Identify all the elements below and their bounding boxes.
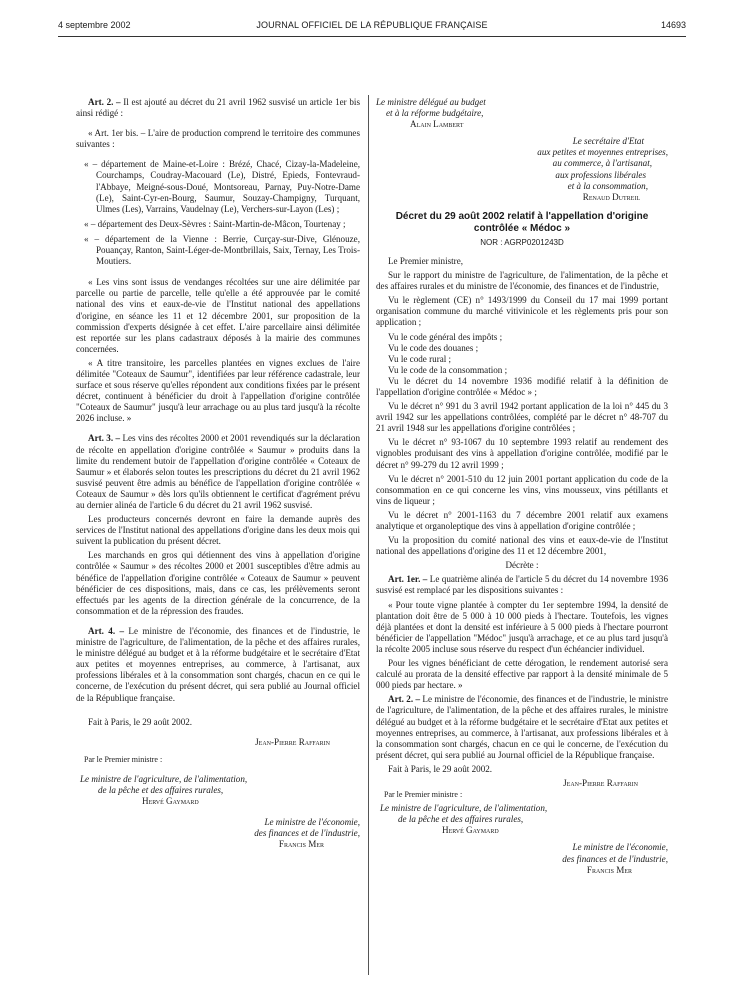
article-2-medoc: Art. 2. – Le ministre de l'économie, des finances et de l'industrie, le ministre de l'agriculture, de l'alimentation, de la pêche et des affaires rurales, le ministre délégué au budget et à la réforme budgétaire et le secrétaire d'Etat aux petites et moyennes entreprises, au commerce, à l'artisanat, aux professions libérales et à la consommation sont chargés, chacun en ce qui le concerne, de l'exécution du présent décret, qui sera publié au Journal officiel de la République française. <box>376 694 668 760</box>
column-divider <box>368 95 369 975</box>
paragraph-vigne: « Pour toute vigne plantée à compter du 1er septembre 1994, la densité de plantation doit être de 5 000 à 10 000 pieds à l'hectare. Toutefois, les vignes déjà plantées et dont la densité est inférieure à 5 000 pieds à l'hectare pourront bénéficier de l'appellation "Médoc" jusqu'à arrachage, et ce au plus tard jusqu'à la récolte 2005 incluse sous réserve du respect d'un échéancier individuel. <box>376 599 668 654</box>
signatory-title: et à la réforme budgétaire, <box>386 108 484 119</box>
header-journal-title: JOURNAL OFFICIEL DE LA RÉPUBLIQUE FRANÇAISE <box>256 20 488 30</box>
decree-nor: NOR : AGRP0201243D <box>480 237 564 247</box>
visa: Vu le code général des impôts ; <box>388 331 503 342</box>
paragraph-transitoire: « A titre transitoire, les parcelles plantées en vignes exclues de l'aire délimitée "Coteaux de Saumur", identifiées par leur référence cadastrale, leur surface et sous réserve qu'elles répondent aux conditions fixées par le présent décret, continuent à bénéficier du droit à l'appellation d'origine contrôlée "Coteaux de Saumur" jusqu'à leur arrachage ou au plus tard jusqu'à la récolte 2026 incluse. » <box>76 357 360 424</box>
signatory-name: Hervé Gaymard <box>442 825 499 836</box>
commune-list-item: « – département de la Vienne : Berrie, Curçay-sur-Dive, Glénouze, Pouançay, Ranton, Saint-Léger-de-Montbrillais, Saix, Ternay, Les Trois-Moutiers. <box>84 233 360 267</box>
commune-list-item: « – département de Maine-et-Loire : Brézé, Chacé, Cizay-la-Madeleine, Courchamps, Coudray-Macouard (Le), Distré, Epieds, Fontevraud-l'Abbaye, Meigné-sous-Doué, Montsoreau, Parnay, Puy-Notre-Dame (Le), Saint-Cyr-en-Bourg, Saumur, Souzay-Champigny, Turquant, Ulmes (Les), Varrains, Vaudelnay (Le), Verchers-sur-Layon (Les) ; <box>84 159 360 214</box>
visa: Vu le décret n° 2001-510 du 12 juin 2001 portant application du code de la consommation en ce qui concerne les vins, vins mousseux, vins pétillants et vins de liqueur ; <box>376 473 668 506</box>
visa: Vu le code rural ; <box>388 353 452 364</box>
signatory-title: Le ministre de l'agriculture, de l'alimentation, <box>380 803 548 814</box>
paragraph-producteurs: Les producteurs concernés devront en faire la demande auprès des services de l'Institut national des appellations d'origine dans les deux mois qui suivent la publication du présent décret. <box>76 514 360 547</box>
signatory-title: de la pêche et des affaires rurales, <box>98 784 224 795</box>
signatory-title: des finances et de l'industrie, <box>254 828 360 839</box>
signatory-title: Le ministre de l'économie, <box>572 842 668 853</box>
signatory-title: Le ministre de l'économie, <box>264 817 360 828</box>
signatory-title: de la pêche et des affaires rurales, <box>398 814 524 825</box>
signatory-title: Le secrétaire d'Etat <box>572 136 644 147</box>
article-2: Art. 2. – Il est ajouté au décret du 21 avril 1962 susvisé un article 1er bis ainsi rédigé : <box>76 97 360 119</box>
signature-date: Fait à Paris, le 29 août 2002. <box>388 763 493 774</box>
visa: Vu le décret n° 991 du 3 avril 1942 portant application de la loi n° 445 du 3 avril 1942 sur les appellations contrôlées, complété par le décret n° 48-707 du 21 avril 1948 sur les appellations d'origine contrôlées ; <box>376 401 668 434</box>
page-header <box>58 20 686 34</box>
visa: Vu le code de la consommation ; <box>388 364 508 375</box>
decrete: Décrète : <box>505 560 539 571</box>
signature-date: Fait à Paris, le 29 août 2002. <box>88 716 193 727</box>
signatory-intro: Par le Premier ministre : <box>84 754 163 764</box>
article-3: Art. 3. – Les vins des récoltes 2000 et 2001 revendiqués sur la déclaration de récolte en appellation d'origine contrôlée « Saumur » produits dans la limite du rendement butoir de l'appellation d'origine contrôlée « Coteaux de Saumur » et élaborés selon toutes les prescriptions du décret du 21 avril 1962 susvisé peuvent être admis au bénéfice de l'appellation d'origine contrôlée « Coteaux de Saumur » dès lors qu'ils obtiennent le certificat d'agrément prévu au dernier alinéa de l'article 6 du décret du 21 avril 1962 susvisé. <box>76 433 360 510</box>
signatory-name: Jean-Pierre Raffarin <box>563 777 638 788</box>
left-column <box>76 97 360 850</box>
right-column <box>376 97 668 876</box>
signatory-name: Jean-Pierre Raffarin <box>255 736 330 747</box>
header-page-number: 14693 <box>660 20 686 30</box>
signatory-title: Le ministre délégué au budget <box>376 97 486 107</box>
visa: Vu la proposition du comité national des vins et eaux-de-vie de l'Institut national des appellations d'origine des 11 et 12 décembre 2001, <box>376 535 668 557</box>
signatory-title: Le ministre de l'agriculture, de l'alimentation, <box>80 773 248 784</box>
article-1bis-intro: « Art. 1er bis. – L'aire de production comprend le territoire des communes suivantes : <box>76 128 360 150</box>
signatory-title: aux petites et moyennes entreprises, <box>537 147 668 158</box>
signatory-name: Francis Mer <box>278 839 324 850</box>
signatory-name: Alain Lambert <box>410 119 464 130</box>
paragraph-derogation: Pour les vignes bénéficiant de cette dérogation, le rendement autorisé sera calculé au prorata de la densité effective par rapport à la densité minimale de 5 000 pieds par hectare. » <box>376 658 668 691</box>
signatory-title: aux professions libérales <box>555 169 646 180</box>
premier-ministre: Le Premier ministre, <box>388 255 464 266</box>
visa: Vu le décret n° 93-1067 du 10 septembre 1993 relatif au rendement des vignobles produisant des vins à appellation d'origine contrôlée, modifié par le décret n° 99-279 du 12 avril 1999 ; <box>376 437 668 470</box>
signatory-title: au commerce, à l'artisanat, <box>552 158 652 169</box>
visa: Vu le code des douanes ; <box>388 342 479 353</box>
paragraph-rapport: Sur le rapport du ministre de l'agriculture, de l'alimentation, de la pêche et des affaires rurales et du ministre de l'économie, des finances et de l'industrie, <box>376 270 668 292</box>
article-1: Art. 1er. – Le quatrième alinéa de l'article 5 du décret du 14 novembre 1936 susvisé est remplacé par les dispositions suivantes : <box>376 574 669 596</box>
commune-list-item: « – département des Deux-Sèvres : Saint-Martin-de-Mâcon, Tourtenay ; <box>84 218 346 229</box>
signatory-title: et à la consommation, <box>567 180 648 191</box>
signatory-intro: Par le Premier ministre : <box>384 790 463 800</box>
visa: Vu le décret n° 2001-1163 du 7 décembre 2001 relatif aux examens analytique et organoleptique des vins à appellation d'origine contrôlée ; <box>376 509 668 531</box>
signatory-title: des finances et de l'industrie, <box>562 853 668 864</box>
decree-title: Décret du 29 août 2002 relatif à l'appellation d'origine contrôlée « Médoc » <box>395 210 649 234</box>
header-date: 4 septembre 2002 <box>58 20 131 30</box>
signatory-name: Hervé Gaymard <box>142 796 199 807</box>
paragraph-vins: « Les vins sont issus de vendanges récoltées sur une aire délimitée par parcelle ou partie de parcelle, telle qu'elle a été approuvée par le comité national des vins et eaux-de-vie de l'Institut national des appellations d'origine, en séance les 11 et 12 décembre 2001, sur proposition de la commission d'experts désignée à cet effet. L'aire parcellaire ainsi délimitée est reportée sur les plans cadastraux déposés à la mairie des communes concernées. <box>76 277 360 354</box>
visa: Vu le règlement (CE) n° 1493/1999 du Conseil du 17 mai 1999 portant organisation commune du marché vitivinicole et les règlements pris pour son application ; <box>376 295 668 328</box>
signatory-name: Francis Mer <box>586 864 632 875</box>
visa: Vu le décret du 14 novembre 1936 modifié relatif à la définition de l'appellation d'origine contrôlée « Médoc » ; <box>376 375 668 397</box>
header-rule <box>58 36 686 37</box>
signatory-name: Renaud Dutreil <box>582 191 640 202</box>
paragraph-marchands: Les marchands en gros qui détiennent des vins à appellation d'origine contrôlée « Saumur » des récoltes 2000 et 2001 susceptibles d'être admis au bénéfice de l'appellation d'origine contrôlée « Coteaux de Saumur » peuvent bénéficier de ces dispositions, mais, dans ce cas, les prélèvements seront effectués par les agents de la direction générale de la concurrence, de la consommation et de la répression des fraudes. <box>76 550 360 616</box>
article-4: Art. 4. – Le ministre de l'économie, des finances et de l'industrie, le ministre de l'agriculture, de l'alimentation, de la pêche et des affaires rurales, le ministre délégué au budget et à la réforme budgétaire et le secrétaire d'Etat aux petites et moyennes entreprises, au commerce, à l'artisanat, aux professions libérales et à la consommation sont chargés, chacun en ce qui le concerne, de l'exécution du présent décret, qui sera publié au Journal officiel de la République française. <box>76 625 360 703</box>
